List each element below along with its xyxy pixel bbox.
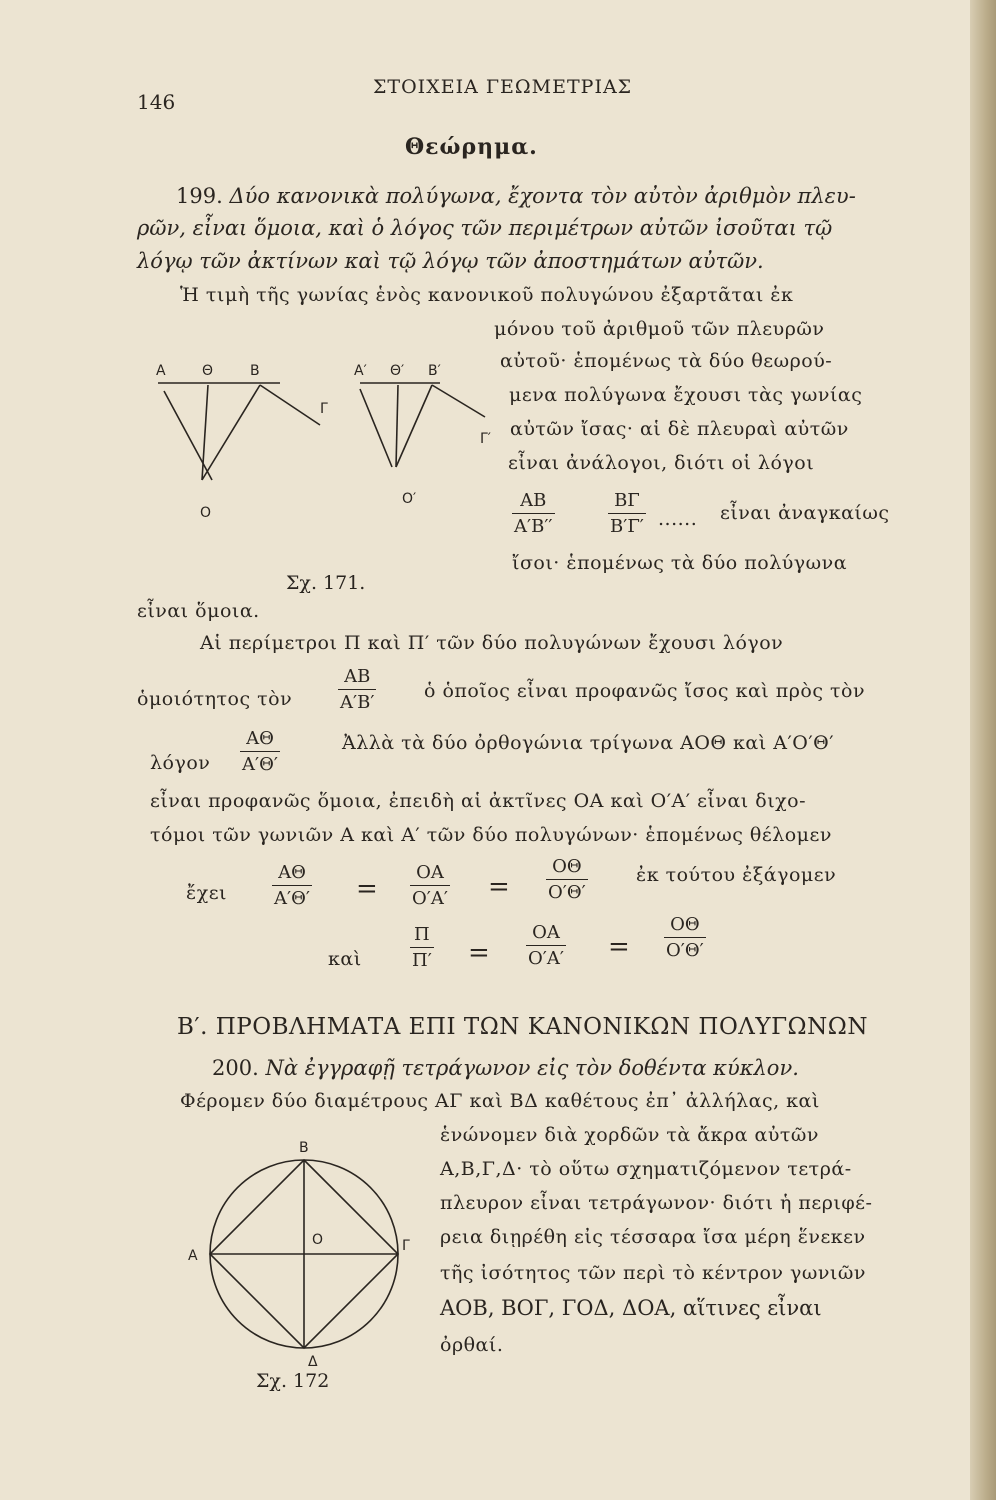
body-line-16: εἶναι προφανῶς ὅμοια, ἐπειδὴ αἱ ἀκτῖνες ΟΑ καὶ Ο′Α′ εἶναι διχο-	[150, 790, 807, 812]
fig172-label-b: Β	[299, 1140, 309, 1156]
figure-171-caption: Σχ. 171.	[286, 572, 366, 594]
p200-line-2: ἑνώνομεν διὰ χορδῶν τὰ ἄκρα αὐτῶν	[440, 1124, 819, 1146]
figure-172	[180, 1130, 430, 1380]
body-line-18a: ἔχει	[186, 882, 228, 904]
body-line-13: Αἱ περίμετροι Π καὶ Π′ τῶν δύο πολυγώνων ἔχουσι λόγον	[200, 632, 784, 654]
p199-number: 199.	[176, 184, 223, 208]
p200-line-4: πλευρον εἶναι τετράγωνον· διότι ἡ περιφέ-	[440, 1192, 873, 1214]
eq1-equals-2: =	[488, 872, 510, 902]
eq2-equals-1: =	[468, 938, 490, 968]
body-line-19a: καὶ	[328, 948, 362, 970]
fig171-label-a2: Α′	[354, 363, 367, 379]
p200-line-8: ὀρθαί.	[440, 1334, 504, 1356]
fig172-label-o: Ο	[312, 1232, 324, 1248]
p200-line-3: Α,Β,Γ,Δ· τὸ οὕτω σχηματιζόμενον τετρά-	[440, 1158, 852, 1180]
fraction-bg: $\frac{B\Gamma}{B'\Gamma'}$	[610, 490, 644, 537]
fig171-label-g: Γ	[320, 401, 328, 417]
fig171-label-b: Β	[250, 363, 260, 379]
body-line-7: μενα πολύγωνα ἔχουσι τὰς γωνίας	[509, 384, 863, 406]
section-heading: Β′. ΠΡΟΒΛΗΜΑΤΑ ΕΠΙ ΤΩΝ ΚΑΝΟΝΙΚΩΝ ΠΟΛΥΓΩΝΩΝ	[177, 1014, 868, 1040]
fig171-label-o2: Ο′	[402, 491, 417, 507]
fig171-label-th2: Θ′	[390, 363, 405, 379]
body-line-9: εἶναι ἀνάλογοι, διότι οἱ λόγοι	[508, 452, 815, 474]
eq1-fraction-1: $\frac{A\Theta}{A'\Theta'}$	[274, 862, 310, 909]
body-line-14a: ὁμοιότητος τὸν	[137, 688, 293, 710]
fig172-label-a: Α	[188, 1248, 198, 1264]
ellipsis: ......	[658, 508, 698, 530]
eq2-fraction-1: $\frac{\Pi}{\Pi'}$	[412, 924, 432, 971]
eq1-fraction-2: $\frac{OA}{O'A'}$	[412, 862, 448, 909]
fig171-label-b2: Β′	[428, 363, 441, 379]
body-line-11: ἴσοι· ἑπομένως τὰ δύο πολύγωνα	[512, 552, 848, 574]
running-head: ΣΤΟΙΧΕΙΑ ΓΕΩΜΕΤΡΙΑΣ	[373, 76, 633, 98]
p200-number: 200.	[212, 1056, 259, 1080]
body-line-18b: ἐκ τούτου ἐξάγομεν	[636, 864, 837, 886]
page-number: 146	[137, 90, 176, 114]
body-line-8: αὐτῶν ἴσας· αἱ δὲ πλευραὶ αὐτῶν	[510, 418, 849, 440]
figure-171	[150, 355, 510, 530]
body-line-15b: Ἀλλὰ τὰ δύο ὀρθογώνια τρίγωνα ΑΟΘ καὶ Α′Ο′Θ′	[342, 732, 835, 754]
p200-line-1: Φέρομεν δύο διαμέτρους ΑΓ καὶ ΒΔ καθέτους ἐπ᾽ ἀλλήλας, καὶ	[180, 1090, 820, 1112]
fig172-label-g: Γ	[402, 1238, 410, 1254]
body-line-6: αὐτοῦ· ἑπομένως τὰ δύο θεωρού-	[500, 350, 833, 372]
body-line-14b: ὁ ὁποῖος εἶναι προφανῶς ἴσος καὶ πρὸς τὸν	[424, 680, 866, 702]
fig171-label-a: Α	[156, 363, 166, 379]
eq1-equals-1: =	[356, 874, 378, 904]
p200-line-5: ρεια διῃρέθη εἰς τέσσαρα ἴσα μέρη ἕνεκεν	[440, 1226, 866, 1248]
fraction-ab: $\frac{AB}{A'B''}$	[514, 490, 553, 537]
theorem-heading: Θεώρημα.	[405, 134, 538, 160]
body-line-5: μόνου τοῦ ἀριθμοῦ τῶν πλευρῶν	[494, 318, 825, 340]
fig171-label-th: Θ	[202, 363, 214, 379]
body-line-12: εἶναι ὅμοια.	[137, 600, 260, 622]
p200-line-7: ΑΟΒ, ΒΟΓ, ΓΟΔ, ΔΟΑ, αἵτινες εἶναι	[440, 1296, 822, 1320]
body-line-17: τόμοι τῶν γωνιῶν Α καὶ Α′ τῶν δύο πολυγώνων· ἑπομένως θέλομεν	[150, 824, 832, 846]
body-line-15a: λόγον	[150, 752, 211, 774]
eq2-fraction-3: $\frac{O\Theta}{O'\Theta'}$	[666, 914, 704, 961]
fig171-label-o: Ο	[200, 505, 212, 521]
page-edge	[970, 0, 996, 1500]
figure-172-caption: Σχ. 172	[256, 1370, 330, 1392]
body-line-4: Ἡ τιμὴ τῆς γωνίας ἑνὸς κανονικοῦ πολυγώνου ἐξαρτᾶται ἐκ	[180, 284, 794, 306]
fraction-ab-2: $\frac{AB}{A'B'}$	[340, 666, 375, 713]
fig171-line-bg	[260, 385, 320, 425]
fig171-line-to-2	[396, 385, 398, 467]
fig171-line-bg-2	[432, 385, 485, 417]
p199-line-1: 199. Δύο κανονικὰ πολύγωνα, ἔχοντα τὸν αὐτὸν ἀριθμὸν πλευ-	[176, 184, 856, 208]
fig171-label-g2: Γ′	[480, 431, 491, 447]
fig171-line-bo	[202, 385, 260, 480]
fig172-label-d: Δ	[308, 1354, 318, 1370]
eq2-equals-2: =	[608, 932, 630, 962]
p200-line-title: 200. Νὰ ἐγγραφῇ τετράγωνον εἰς τὸν δοθέντα κύκλον.	[212, 1056, 799, 1080]
body-line-10: εἶναι ἀναγκαίως	[720, 502, 890, 524]
p199-line-2: ρῶν, εἶναι ὅμοια, καὶ ὁ λόγος τῶν περιμέτρων αὐτῶν ἰσοῦται τῷ	[137, 216, 833, 240]
fraction-at: $\frac{A\Theta}{A'\Theta'}$	[242, 728, 278, 775]
p199-line-3: λόγῳ τῶν ἀκτίνων καὶ τῷ λόγῳ τῶν ἀποστημάτων αὐτῶν.	[137, 249, 764, 273]
eq1-fraction-3: $\frac{O\Theta}{O'\Theta'}$	[548, 856, 586, 903]
fig171-line-bo-2	[396, 385, 432, 467]
p200-line-6: τῆς ἰσότητος τῶν περὶ τὸ κέντρον γωνιῶν	[440, 1262, 866, 1284]
fig171-line-ao-2	[360, 389, 392, 467]
eq2-fraction-2: $\frac{OA}{O'A'}$	[528, 922, 564, 969]
